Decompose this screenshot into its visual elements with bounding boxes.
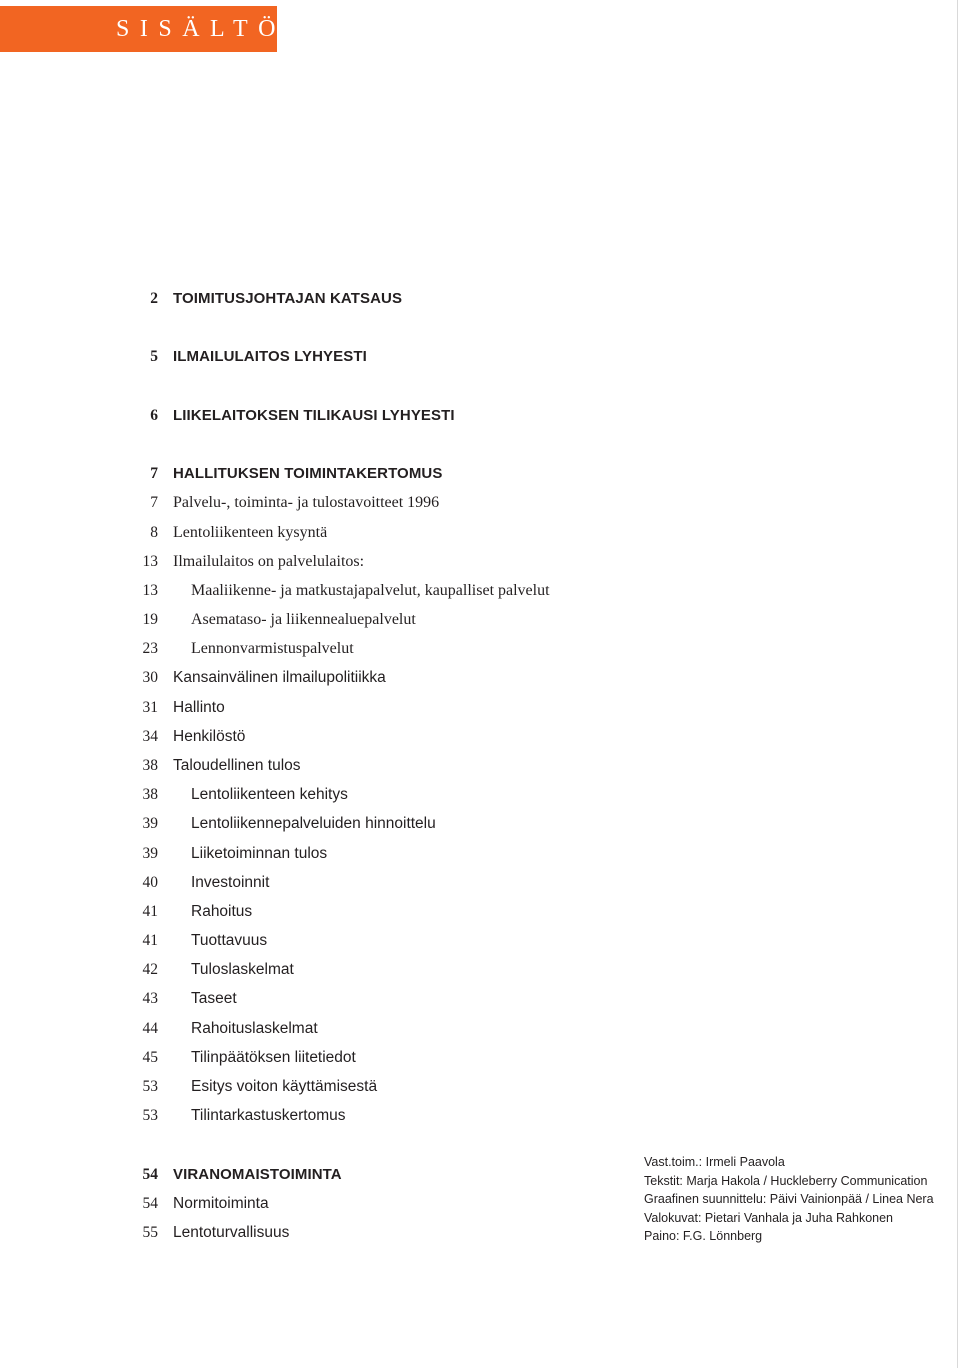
- toc-page-number: 19: [142, 611, 158, 628]
- toc-label: ILMAILULAITOS LYHYESTI: [173, 348, 367, 365]
- toc-label: Tuloslaskelmat: [191, 961, 294, 978]
- toc-page-number: 55: [142, 1224, 158, 1241]
- toc-label: Maaliikenne- ja matkustajapalvelut, kaupalliset palvelut: [191, 582, 550, 599]
- toc-page-number: 38: [142, 757, 158, 774]
- credit-print: Paino: F.G. Lönnberg: [644, 1229, 763, 1243]
- toc-page-number: 40: [142, 874, 158, 891]
- toc-page-number: 31: [142, 699, 158, 716]
- toc-label: Kansainvälinen ilmailupolitiikka: [173, 669, 386, 686]
- toc-page-number: 5: [150, 348, 158, 365]
- toc-label: Rahoitus: [191, 903, 253, 920]
- page-edge-line: [957, 0, 958, 1368]
- toc-label: Tuottavuus: [191, 932, 268, 949]
- toc-page-number: 6: [150, 407, 158, 424]
- page-title: SISÄLTÖ: [116, 16, 286, 42]
- toc-label: Ilmailulaitos on palvelulaitos:: [173, 553, 365, 570]
- toc-label: Asemataso- ja liikennealuepalvelut: [191, 611, 416, 628]
- toc-page-number: 7: [150, 465, 158, 482]
- toc-label: Esitys voiton käyttämisestä: [191, 1078, 378, 1095]
- credit-photos: Valokuvat: Pietari Vanhala ja Juha Rahkonen: [644, 1210, 894, 1225]
- toc-page-number: 41: [142, 903, 158, 920]
- toc-label: Rahoituslaskelmat: [191, 1020, 318, 1037]
- toc-page-number: 13: [142, 582, 158, 599]
- credit-texts: Tekstit: Marja Hakola / Huckleberry Communication: [644, 1173, 928, 1188]
- toc-label: Taloudellinen tulos: [173, 757, 301, 774]
- toc-label: TOIMITUSJOHTAJAN KATSAUS: [173, 290, 403, 307]
- toc-label: Hallinto: [173, 699, 225, 716]
- toc-page-number: 54: [142, 1195, 158, 1212]
- toc-page-number: 23: [142, 640, 158, 657]
- toc-page-number: 42: [142, 961, 158, 978]
- credit-design: Graafinen suunnittelu: Päivi Vainionpää / Linea Nera: [644, 1192, 934, 1206]
- toc-page-number: 53: [142, 1107, 158, 1124]
- toc-label: Liiketoiminnan tulos: [191, 845, 328, 862]
- toc-label: Lentoturvallisuus: [173, 1224, 290, 1241]
- toc-label: LIIKELAITOKSEN TILIKAUSI LYHYESTI: [173, 407, 455, 424]
- toc-label: Lennonvarmistuspalvelut: [191, 640, 354, 657]
- toc-page-number: 8: [150, 524, 158, 541]
- credit-editor: Vast.toim.: Irmeli Paavola: [644, 1155, 785, 1169]
- toc-page-number: 53: [142, 1078, 158, 1095]
- toc-page-number: 2: [150, 290, 158, 307]
- toc-page-number: 39: [142, 845, 158, 862]
- toc-page-number: 41: [142, 932, 158, 949]
- toc-label: Lentoliikenteen kysyntä: [173, 524, 328, 541]
- toc-page-number: 38: [142, 786, 158, 803]
- toc-label: Tilinpäätöksen liitetiedot: [191, 1049, 356, 1066]
- toc-page-number: 13: [142, 553, 158, 570]
- toc-label: HALLITUKSEN TOIMINTAKERTOMUS: [173, 465, 443, 482]
- toc-page-number: 44: [142, 1020, 158, 1037]
- toc-label: Tilintarkastuskertomus: [191, 1107, 346, 1124]
- toc-label: Taseet: [191, 990, 237, 1007]
- toc-label: Henkilöstö: [173, 728, 246, 745]
- toc-page-number: 45: [142, 1049, 158, 1066]
- toc-page-number: 39: [142, 815, 158, 832]
- toc-label: VIRANOMAISTOIMINTA: [173, 1166, 342, 1183]
- toc-page-number: 43: [142, 990, 158, 1007]
- toc-page-number: 30: [142, 669, 158, 686]
- toc-page-number: 34: [142, 728, 158, 745]
- credits-block: [644, 1153, 934, 1246]
- toc-label: Lentoliikenteen kehitys: [191, 786, 348, 803]
- toc-page-number: 54: [142, 1166, 158, 1183]
- toc-label: Normitoiminta: [173, 1195, 269, 1212]
- toc-page-number: 7: [150, 494, 158, 511]
- toc-label: Investoinnit: [191, 874, 270, 891]
- toc-label: Lentoliikennepalveluiden hinnoittelu: [191, 815, 436, 832]
- toc-label: Palvelu-, toiminta- ja tulostavoitteet 1996: [173, 494, 440, 511]
